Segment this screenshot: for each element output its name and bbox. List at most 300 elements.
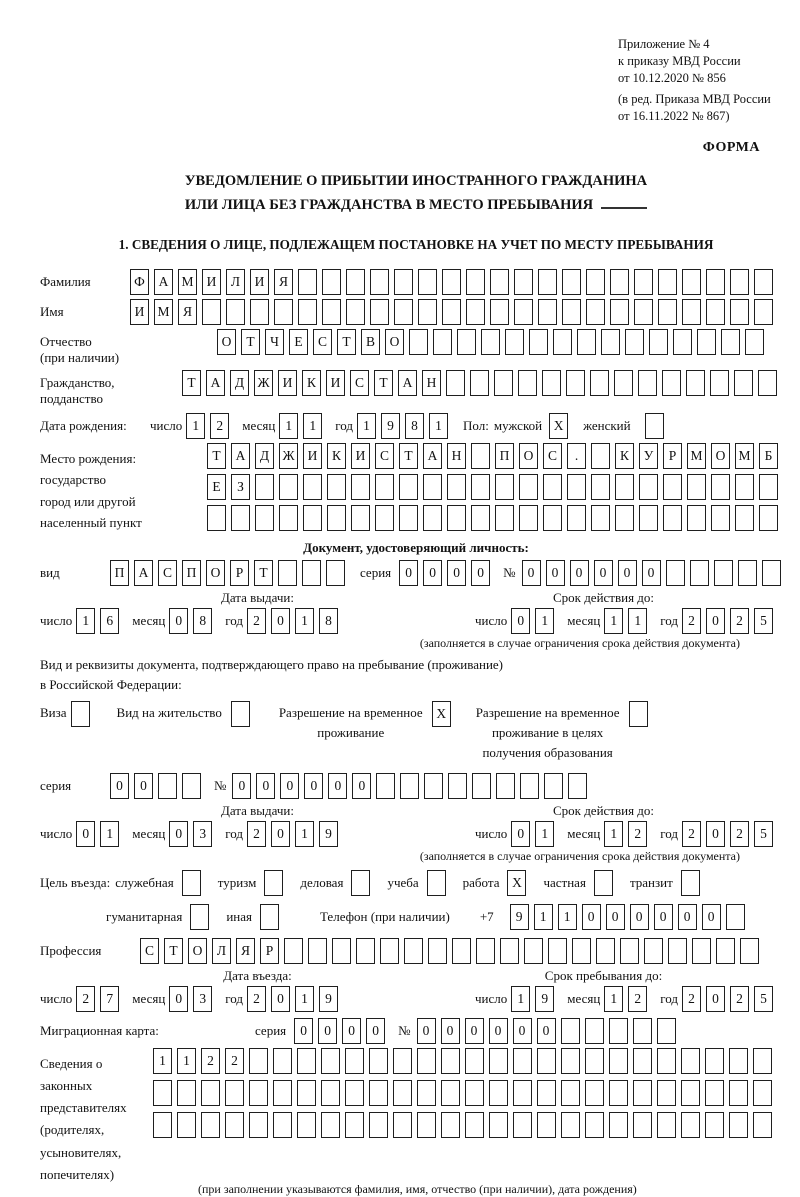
char-box[interactable]	[249, 1112, 268, 1138]
char-box[interactable]	[705, 1080, 724, 1106]
char-box[interactable]	[577, 329, 596, 355]
char-box[interactable]: Т	[207, 443, 226, 469]
checkbox[interactable]	[190, 904, 209, 930]
char-box[interactable]: 0	[522, 560, 541, 586]
char-box[interactable]: 0	[570, 560, 589, 586]
char-box[interactable]	[585, 1112, 604, 1138]
char-box[interactable]	[466, 299, 485, 325]
char-box[interactable]: 0	[280, 773, 299, 799]
char-box[interactable]: Н	[447, 443, 466, 469]
char-box[interactable]: О	[385, 329, 404, 355]
char-box[interactable]	[153, 1080, 172, 1106]
char-box[interactable]: 0	[594, 560, 613, 586]
checkbox[interactable]	[71, 701, 90, 727]
char-box[interactable]	[591, 443, 610, 469]
char-box[interactable]	[537, 1112, 556, 1138]
char-box[interactable]	[404, 938, 423, 964]
char-box[interactable]	[609, 1048, 628, 1074]
char-box[interactable]	[759, 505, 778, 531]
char-box[interactable]: 1	[535, 821, 554, 847]
char-box[interactable]: 1	[295, 986, 314, 1012]
char-box[interactable]	[447, 505, 466, 531]
char-box[interactable]: 5	[754, 986, 773, 1012]
char-box[interactable]: 0	[318, 1018, 337, 1044]
char-box[interactable]	[279, 505, 298, 531]
char-box[interactable]	[375, 474, 394, 500]
char-box[interactable]	[519, 474, 538, 500]
char-box[interactable]: 0	[706, 608, 725, 634]
char-box[interactable]: Т	[241, 329, 260, 355]
char-box[interactable]: 2	[682, 608, 701, 634]
char-box[interactable]: 0	[169, 986, 188, 1012]
char-box[interactable]	[734, 370, 753, 396]
char-box[interactable]	[711, 474, 730, 500]
char-box[interactable]	[495, 505, 514, 531]
char-box[interactable]: 0	[399, 560, 418, 586]
char-box[interactable]	[614, 370, 633, 396]
char-box[interactable]: 6	[100, 608, 119, 634]
char-box[interactable]: Ж	[254, 370, 273, 396]
checkbox[interactable]	[629, 701, 648, 727]
char-box[interactable]	[369, 1048, 388, 1074]
char-box[interactable]	[730, 269, 749, 295]
char-box[interactable]	[553, 329, 572, 355]
char-box[interactable]	[514, 269, 533, 295]
char-box[interactable]: 1	[604, 821, 623, 847]
char-box[interactable]: 0	[169, 608, 188, 634]
char-box[interactable]	[505, 329, 524, 355]
char-box[interactable]	[500, 938, 519, 964]
char-box[interactable]	[596, 938, 615, 964]
char-box[interactable]: А	[154, 269, 173, 295]
char-box[interactable]: 2	[210, 413, 229, 439]
char-box[interactable]	[297, 1112, 316, 1138]
char-box[interactable]	[476, 938, 495, 964]
char-box[interactable]	[644, 938, 663, 964]
char-box[interactable]	[657, 1080, 676, 1106]
char-box[interactable]	[225, 1080, 244, 1106]
char-box[interactable]: 0	[342, 1018, 361, 1044]
char-box[interactable]: 2	[730, 986, 749, 1012]
char-box[interactable]: Д	[255, 443, 274, 469]
char-box[interactable]: 0	[441, 1018, 460, 1044]
char-box[interactable]: 0	[582, 904, 601, 930]
char-box[interactable]: 1	[177, 1048, 196, 1074]
char-box[interactable]	[255, 505, 274, 531]
char-box[interactable]: 2	[730, 821, 749, 847]
char-box[interactable]	[394, 269, 413, 295]
char-box[interactable]: 1	[295, 608, 314, 634]
char-box[interactable]	[489, 1048, 508, 1074]
char-box[interactable]	[520, 773, 539, 799]
char-box[interactable]: 2	[201, 1048, 220, 1074]
char-box[interactable]: И	[202, 269, 221, 295]
checkbox[interactable]	[182, 870, 201, 896]
char-box[interactable]: Т	[337, 329, 356, 355]
char-box[interactable]	[610, 269, 629, 295]
char-box[interactable]	[177, 1080, 196, 1106]
char-box[interactable]	[585, 1080, 604, 1106]
char-box[interactable]	[537, 1080, 556, 1106]
char-box[interactable]: 8	[193, 608, 212, 634]
char-box[interactable]: И	[278, 370, 297, 396]
char-box[interactable]: 0	[134, 773, 153, 799]
char-box[interactable]	[666, 560, 685, 586]
char-box[interactable]	[729, 1048, 748, 1074]
char-box[interactable]: 2	[225, 1048, 244, 1074]
char-box[interactable]: 2	[682, 986, 701, 1012]
char-box[interactable]: Е	[207, 474, 226, 500]
char-box[interactable]	[657, 1112, 676, 1138]
char-box[interactable]: Л	[212, 938, 231, 964]
char-box[interactable]	[428, 938, 447, 964]
char-box[interactable]: 0	[706, 986, 725, 1012]
char-box[interactable]	[153, 1112, 172, 1138]
char-box[interactable]	[710, 370, 729, 396]
char-box[interactable]	[495, 474, 514, 500]
char-box[interactable]	[729, 1080, 748, 1106]
char-box[interactable]	[609, 1080, 628, 1106]
char-box[interactable]	[681, 1048, 700, 1074]
char-box[interactable]	[376, 773, 395, 799]
char-box[interactable]: Я	[178, 299, 197, 325]
char-box[interactable]: О	[188, 938, 207, 964]
char-box[interactable]	[568, 773, 587, 799]
char-box[interactable]: 0	[618, 560, 637, 586]
char-box[interactable]	[586, 269, 605, 295]
char-box[interactable]: 1	[511, 986, 530, 1012]
char-box[interactable]	[496, 773, 515, 799]
char-box[interactable]	[729, 1112, 748, 1138]
char-box[interactable]	[250, 299, 269, 325]
char-box[interactable]	[591, 474, 610, 500]
char-box[interactable]	[303, 474, 322, 500]
char-box[interactable]	[441, 1048, 460, 1074]
char-box[interactable]	[638, 370, 657, 396]
char-box[interactable]	[681, 1080, 700, 1106]
char-box[interactable]	[452, 938, 471, 964]
char-box[interactable]	[490, 269, 509, 295]
char-box[interactable]	[538, 299, 557, 325]
char-box[interactable]: Ж	[279, 443, 298, 469]
checkbox[interactable]	[264, 870, 283, 896]
char-box[interactable]	[735, 505, 754, 531]
char-box[interactable]	[400, 773, 419, 799]
char-box[interactable]	[346, 299, 365, 325]
char-box[interactable]	[418, 269, 437, 295]
char-box[interactable]: 0	[447, 560, 466, 586]
char-box[interactable]: И	[326, 370, 345, 396]
char-box[interactable]	[423, 505, 442, 531]
char-box[interactable]: 1	[279, 413, 298, 439]
char-box[interactable]	[609, 1112, 628, 1138]
char-box[interactable]	[332, 938, 351, 964]
char-box[interactable]: Н	[422, 370, 441, 396]
char-box[interactable]: П	[495, 443, 514, 469]
char-box[interactable]	[543, 474, 562, 500]
char-box[interactable]: Р	[230, 560, 249, 586]
char-box[interactable]	[625, 329, 644, 355]
char-box[interactable]	[524, 938, 543, 964]
char-box[interactable]: Т	[254, 560, 273, 586]
char-box[interactable]	[302, 560, 321, 586]
char-box[interactable]	[297, 1080, 316, 1106]
char-box[interactable]	[284, 938, 303, 964]
char-box[interactable]	[466, 269, 485, 295]
char-box[interactable]: 1	[429, 413, 448, 439]
char-box[interactable]	[682, 299, 701, 325]
char-box[interactable]: 2	[247, 821, 266, 847]
char-box[interactable]	[481, 329, 500, 355]
char-box[interactable]: Я	[236, 938, 255, 964]
char-box[interactable]	[706, 269, 725, 295]
char-box[interactable]: 1	[604, 608, 623, 634]
char-box[interactable]	[601, 329, 620, 355]
char-box[interactable]: 3	[193, 986, 212, 1012]
char-box[interactable]: С	[140, 938, 159, 964]
char-box[interactable]	[518, 370, 537, 396]
char-box[interactable]	[615, 505, 634, 531]
char-box[interactable]: 1	[186, 413, 205, 439]
char-box[interactable]	[321, 1080, 340, 1106]
char-box[interactable]: А	[423, 443, 442, 469]
char-box[interactable]	[249, 1080, 268, 1106]
char-box[interactable]: 2	[628, 986, 647, 1012]
char-box[interactable]: 1	[604, 986, 623, 1012]
char-box[interactable]	[686, 370, 705, 396]
char-box[interactable]	[562, 269, 581, 295]
char-box[interactable]: 0	[513, 1018, 532, 1044]
checkbox[interactable]	[645, 413, 664, 439]
char-box[interactable]: Р	[663, 443, 682, 469]
char-box[interactable]	[561, 1080, 580, 1106]
char-box[interactable]	[279, 474, 298, 500]
char-box[interactable]	[609, 1018, 628, 1044]
char-box[interactable]	[417, 1112, 436, 1138]
char-box[interactable]	[633, 1018, 652, 1044]
char-box[interactable]	[441, 1112, 460, 1138]
checkbox[interactable]	[351, 870, 370, 896]
char-box[interactable]: Л	[226, 269, 245, 295]
char-box[interactable]	[663, 505, 682, 531]
char-box[interactable]	[590, 370, 609, 396]
char-box[interactable]	[298, 269, 317, 295]
char-box[interactable]	[201, 1112, 220, 1138]
char-box[interactable]: 1	[628, 608, 647, 634]
char-box[interactable]: 1	[295, 821, 314, 847]
char-box[interactable]: 0	[352, 773, 371, 799]
char-box[interactable]: Ч	[265, 329, 284, 355]
char-box[interactable]	[369, 1112, 388, 1138]
char-box[interactable]: Д	[230, 370, 249, 396]
char-box[interactable]: Ф	[130, 269, 149, 295]
char-box[interactable]	[615, 474, 634, 500]
char-box[interactable]: 0	[417, 1018, 436, 1044]
char-box[interactable]: М	[687, 443, 706, 469]
char-box[interactable]	[634, 299, 653, 325]
char-box[interactable]	[471, 474, 490, 500]
char-box[interactable]	[424, 773, 443, 799]
char-box[interactable]	[346, 269, 365, 295]
char-box[interactable]	[380, 938, 399, 964]
char-box[interactable]	[356, 938, 375, 964]
char-box[interactable]	[562, 299, 581, 325]
char-box[interactable]: С	[313, 329, 332, 355]
char-box[interactable]: 2	[247, 986, 266, 1012]
char-box[interactable]	[321, 1112, 340, 1138]
char-box[interactable]: К	[327, 443, 346, 469]
char-box[interactable]: О	[206, 560, 225, 586]
checkbox[interactable]: X	[432, 701, 451, 727]
char-box[interactable]: 1	[303, 413, 322, 439]
char-box[interactable]	[418, 299, 437, 325]
char-box[interactable]	[423, 474, 442, 500]
char-box[interactable]: 1	[558, 904, 577, 930]
char-box[interactable]	[657, 1018, 676, 1044]
char-box[interactable]: 9	[381, 413, 400, 439]
char-box[interactable]: 1	[535, 608, 554, 634]
char-box[interactable]: 0	[465, 1018, 484, 1044]
char-box[interactable]	[393, 1048, 412, 1074]
char-box[interactable]	[273, 1048, 292, 1074]
char-box[interactable]: 8	[319, 608, 338, 634]
char-box[interactable]: 0	[271, 986, 290, 1012]
char-box[interactable]	[446, 370, 465, 396]
char-box[interactable]: Е	[289, 329, 308, 355]
char-box[interactable]: 0	[271, 608, 290, 634]
char-box[interactable]	[716, 938, 735, 964]
char-box[interactable]: Т	[374, 370, 393, 396]
char-box[interactable]	[620, 938, 639, 964]
char-box[interactable]: 2	[730, 608, 749, 634]
char-box[interactable]	[735, 474, 754, 500]
char-box[interactable]	[409, 329, 428, 355]
char-box[interactable]	[633, 1080, 652, 1106]
char-box[interactable]	[351, 505, 370, 531]
char-box[interactable]	[442, 299, 461, 325]
char-box[interactable]	[537, 1048, 556, 1074]
char-box[interactable]: 9	[510, 904, 529, 930]
char-box[interactable]	[690, 560, 709, 586]
char-box[interactable]	[658, 299, 677, 325]
char-box[interactable]: 8	[405, 413, 424, 439]
char-box[interactable]	[687, 505, 706, 531]
char-box[interactable]	[585, 1048, 604, 1074]
char-box[interactable]	[561, 1112, 580, 1138]
char-box[interactable]: И	[351, 443, 370, 469]
char-box[interactable]: Т	[399, 443, 418, 469]
char-box[interactable]: О	[711, 443, 730, 469]
char-box[interactable]	[753, 1112, 772, 1138]
char-box[interactable]	[327, 474, 346, 500]
char-box[interactable]: А	[398, 370, 417, 396]
char-box[interactable]: С	[158, 560, 177, 586]
char-box[interactable]	[566, 370, 585, 396]
char-box[interactable]	[591, 505, 610, 531]
char-box[interactable]: 3	[193, 821, 212, 847]
char-box[interactable]: И	[130, 299, 149, 325]
char-box[interactable]	[322, 299, 341, 325]
char-box[interactable]	[753, 1048, 772, 1074]
char-box[interactable]	[231, 505, 250, 531]
char-box[interactable]: П	[110, 560, 129, 586]
char-box[interactable]	[417, 1048, 436, 1074]
char-box[interactable]	[345, 1080, 364, 1106]
char-box[interactable]: Т	[182, 370, 201, 396]
char-box[interactable]	[303, 505, 322, 531]
char-box[interactable]	[705, 1112, 724, 1138]
char-box[interactable]	[567, 474, 586, 500]
char-box[interactable]	[543, 505, 562, 531]
char-box[interactable]	[745, 329, 764, 355]
char-box[interactable]	[639, 505, 658, 531]
char-box[interactable]: 9	[319, 986, 338, 1012]
char-box[interactable]	[399, 474, 418, 500]
checkbox[interactable]: X	[549, 413, 568, 439]
char-box[interactable]	[393, 1112, 412, 1138]
char-box[interactable]	[273, 1112, 292, 1138]
char-box[interactable]: 0	[366, 1018, 385, 1044]
char-box[interactable]	[225, 1112, 244, 1138]
char-box[interactable]	[249, 1048, 268, 1074]
char-box[interactable]	[657, 1048, 676, 1074]
char-box[interactable]	[207, 505, 226, 531]
char-box[interactable]	[442, 269, 461, 295]
char-box[interactable]	[753, 1080, 772, 1106]
char-box[interactable]	[417, 1080, 436, 1106]
char-box[interactable]	[754, 269, 773, 295]
char-box[interactable]	[457, 329, 476, 355]
char-box[interactable]	[730, 299, 749, 325]
char-box[interactable]: А	[134, 560, 153, 586]
char-box[interactable]: 0	[642, 560, 661, 586]
char-box[interactable]	[634, 269, 653, 295]
char-box[interactable]	[447, 474, 466, 500]
char-box[interactable]: 0	[169, 821, 188, 847]
char-box[interactable]	[255, 474, 274, 500]
char-box[interactable]	[513, 1080, 532, 1106]
char-box[interactable]	[681, 1112, 700, 1138]
char-box[interactable]: 1	[357, 413, 376, 439]
checkbox[interactable]	[681, 870, 700, 896]
char-box[interactable]: Я	[274, 269, 293, 295]
char-box[interactable]	[668, 938, 687, 964]
char-box[interactable]: М	[178, 269, 197, 295]
char-box[interactable]: 0	[706, 821, 725, 847]
char-box[interactable]: С	[543, 443, 562, 469]
char-box[interactable]	[567, 505, 586, 531]
char-box[interactable]	[472, 773, 491, 799]
char-box[interactable]: И	[250, 269, 269, 295]
char-box[interactable]	[465, 1112, 484, 1138]
char-box[interactable]: У	[639, 443, 658, 469]
char-box[interactable]: 0	[489, 1018, 508, 1044]
char-box[interactable]: 9	[535, 986, 554, 1012]
char-box[interactable]	[433, 329, 452, 355]
char-box[interactable]: 2	[247, 608, 266, 634]
char-box[interactable]: 0	[654, 904, 673, 930]
char-box[interactable]	[369, 1080, 388, 1106]
char-box[interactable]: 7	[100, 986, 119, 1012]
char-box[interactable]: 2	[628, 821, 647, 847]
char-box[interactable]: К	[302, 370, 321, 396]
char-box[interactable]	[610, 299, 629, 325]
char-box[interactable]	[662, 370, 681, 396]
char-box[interactable]	[201, 1080, 220, 1106]
char-box[interactable]: 5	[754, 821, 773, 847]
char-box[interactable]	[585, 1018, 604, 1044]
char-box[interactable]: 0	[511, 821, 530, 847]
